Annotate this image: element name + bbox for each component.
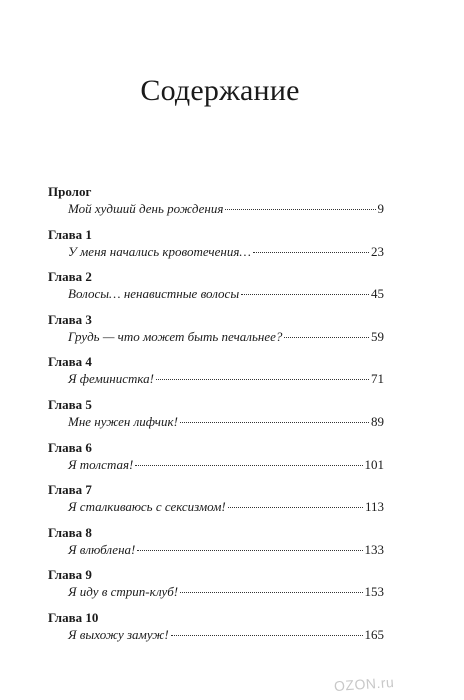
watermark: OZON.ru — [333, 673, 395, 695]
toc-entry-line[interactable] — [48, 456, 384, 474]
toc-entry-heading: Пролог — [48, 184, 92, 199]
toc-entry-page: 23 — [371, 243, 384, 259]
toc-entry-chapter-5 — [48, 396, 384, 439]
toc-entry-title: Я толстая! — [68, 456, 134, 472]
toc-entry-title: Я феминистка! — [68, 371, 154, 387]
toc-entry-chapter-6 — [48, 439, 384, 482]
toc-entry-heading: Глава 5 — [48, 396, 92, 412]
toc-entry-page: 165 — [364, 626, 384, 642]
toc-entry-line[interactable] — [48, 285, 384, 303]
dot-leader — [137, 550, 362, 551]
toc-entry-heading: Глава 1 — [48, 226, 92, 242]
toc-entry-title: Я иду в стрип-клуб! — [68, 584, 179, 600]
toc-entry-page: 71 — [371, 371, 384, 387]
toc-entry-page: 9 — [377, 201, 384, 216]
toc-entry-title: Я сталкиваюсь с сексизмом! — [68, 499, 226, 515]
toc-entry-page: 89 — [371, 413, 384, 429]
toc-entry-heading: Глава 9 — [48, 567, 92, 583]
toc-entry-heading: Глава 8 — [48, 524, 92, 540]
toc-entry-line[interactable] — [48, 541, 384, 559]
toc-entry-title: Я выхожу замуж! — [68, 626, 169, 642]
toc-entry-line[interactable] — [48, 498, 384, 516]
toc-entry-line[interactable] — [48, 413, 384, 431]
toc-entry-page: 133 — [364, 541, 384, 557]
toc-entry-chapter-8 — [48, 524, 384, 567]
toc-entry-line[interactable] — [48, 583, 384, 601]
toc-entry-line[interactable] — [48, 370, 384, 388]
toc-entry-title: Волосы… ненавистные волосы — [68, 286, 240, 302]
toc-entry-chapter-9 — [48, 566, 384, 609]
dot-leader — [156, 379, 369, 380]
toc-entry-heading: Глава 4 — [48, 354, 92, 370]
dot-leader — [284, 337, 369, 338]
toc-entry-prologue — [48, 183, 384, 226]
dot-leader — [241, 294, 369, 295]
toc-entry-heading: Глава 3 — [48, 311, 92, 327]
dot-leader — [228, 507, 363, 508]
toc-entry-chapter-10 — [48, 609, 384, 652]
toc-entry-page: 59 — [371, 328, 384, 344]
page-title: Содержание — [140, 74, 300, 107]
toc-entry-line[interactable] — [48, 328, 384, 346]
toc-entry-heading: Глава 6 — [48, 439, 92, 455]
toc-entry-page: 153 — [364, 584, 384, 600]
toc-entry-title: Я влюблена! — [68, 541, 136, 557]
toc-entry-chapter-7 — [48, 481, 384, 524]
toc-entry-chapter-3 — [48, 311, 384, 354]
toc-entry-chapter-4 — [48, 353, 384, 396]
dot-leader — [171, 635, 363, 636]
dot-leader — [225, 209, 375, 210]
dot-leader — [253, 252, 369, 253]
dot-leader — [180, 592, 362, 593]
toc-entry-heading: Глава 2 — [48, 269, 92, 285]
dot-leader — [135, 465, 362, 466]
toc-entry-heading: Глава 7 — [48, 482, 92, 498]
toc-entry-chapter-1 — [48, 226, 384, 269]
toc-entry-title: У меня начались кровотечения… — [68, 243, 251, 259]
table-of-contents — [48, 183, 384, 652]
toc-entry-title: Мой худший день рождения — [68, 201, 224, 216]
toc-entry-page: 45 — [371, 286, 384, 302]
toc-entry-page: 113 — [364, 499, 384, 515]
toc-entry-line[interactable] — [48, 200, 384, 218]
toc-entry-title: Мне нужен лифчик! — [68, 413, 178, 429]
toc-entry-chapter-2 — [48, 268, 384, 311]
toc-entry-page: 101 — [364, 456, 384, 472]
toc-entry-line[interactable] — [48, 626, 384, 644]
toc-entry-line[interactable] — [48, 243, 384, 261]
toc-entry-heading: Глава 10 — [48, 609, 99, 625]
toc-entry-title: Грудь — что может быть печальнее? — [68, 328, 283, 344]
dot-leader — [180, 422, 369, 423]
